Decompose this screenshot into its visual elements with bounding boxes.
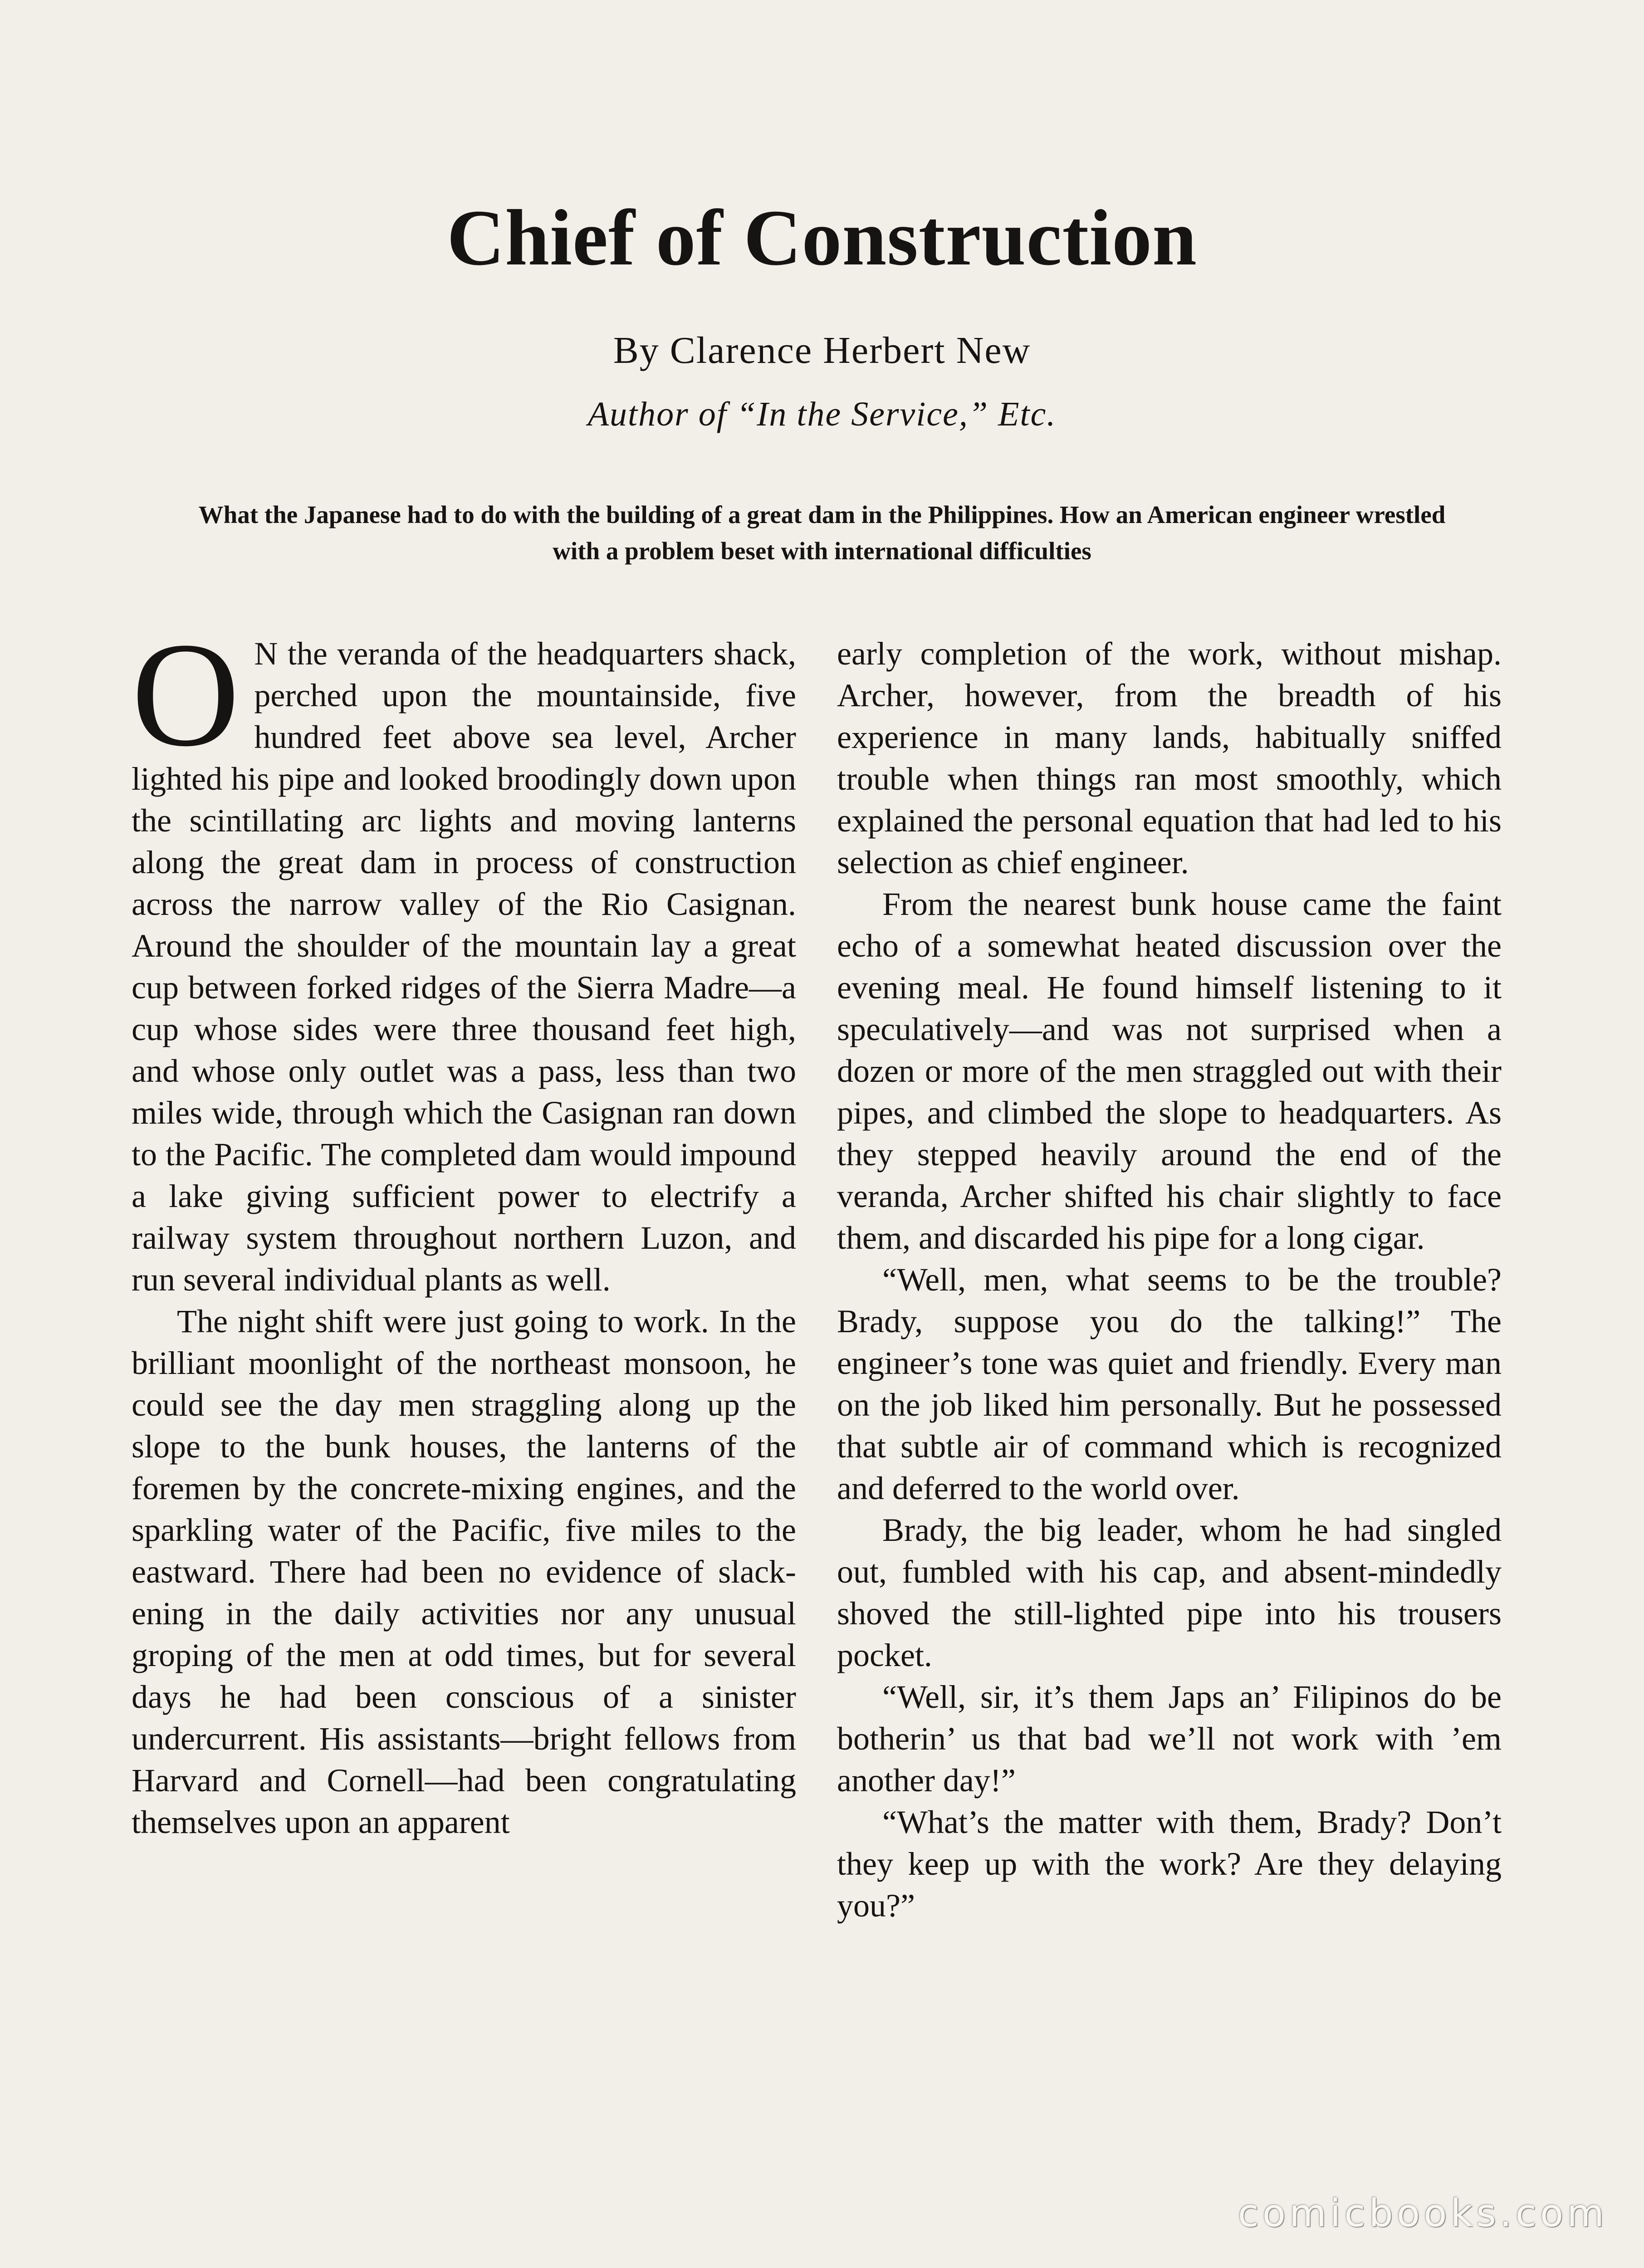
paragraph: “What’s the matter with them, Brady? Don’t they keep up with the work? Are they delaying you?”: [837, 1804, 1502, 1924]
paragraph: ON the veranda of the headquarters shack, perched upon the mountainside, five hundred feet above sea level, Archer lighted his pipe and looked broodingly down upon the scintillating arc lights and moving lanterns along the great dam in process of construction across the narrow valley of the Rio Casignan. Around the shoulder of the mountain lay a great cup between forked ridges of the Sierra Madre—a cup whose sides were three thousand feet high, and whose only outlet was a pass, less than two miles wide, through which the Casignan ran down to the Pacific. The completed dam would impound a lake giving sufficient power to electrify a railway system throughout northern Luzon, and run several individual plants as well.: [132, 612, 796, 1298]
paragraph: The night shift were just going to work. In the brilliant moonlight of the northeast monsoon, he could see the day men straggling along up the slope to the bunk houses, the lanterns of the foremen by the concrete-mixing engines, and the sparkling water of the Pacific, five miles to the eastward. There had been no evidence of slackening in the daily activities nor any unusual groping of the men at odd times, but for several days he had been conscious of a sinister undercurrent. His assistants—bright fellows from Harvard and Cornell—had been congratulating themselves upon an apparent: [132, 1303, 796, 1840]
paragraph: “Well, sir, it’s them Japs an’ Filipinos do be botherin’ us that bad we’ll not work with ’em another day!”: [837, 1679, 1502, 1799]
paragraph: From the nearest bunk house came the faint echo of a somewhat heated discussion over the evening meal. He found himself listening to it speculatively—and was not surprised when a dozen or more of the men straggled out with their pipes, and climbed the slope to headquarters. As they stepped heavily around the end of the veranda, Archer shifted his chair slightly to face them, and discarded his pipe for a long cigar.: [837, 886, 1502, 1256]
paragraph: early completion of the work, without mishap. Archer, however, from the breadth of his experience in many lands, habitually sniffed trouble when things ran most smoothly, which explained the personal equation that had led to his selection as chief engineer.: [837, 635, 1502, 880]
article-title: Chief of Construction: [447, 194, 1197, 282]
watermark: comicbooks.com: [1238, 2191, 1608, 2235]
paragraph: Brady, the big leader, whom he had singled out, fumbled with his cap, and absent-mindedly shoved the still-lighted pipe into his trousers pocket.: [837, 1512, 1502, 1673]
author-credit: Author of “In the Service,” Etc.: [587, 395, 1057, 433]
paragraph: “Well, men, what seems to be the trouble? Brady, suppose you do the talking!” The engineer’s tone was quiet and friendly. Every man on the job liked him personally. But he possessed that subtle air of command which is recognized and deferred to the world over.: [837, 1261, 1502, 1506]
byline: By Clarence Herbert New: [613, 329, 1031, 371]
left-column: [132, 612, 796, 1843]
article-summary: What the Japanese had to do with the building of a great dam in the Philippines. How an American engineer wrestled with a problem beset with international difficulties: [198, 501, 1446, 565]
right-column: [837, 633, 1502, 1926]
